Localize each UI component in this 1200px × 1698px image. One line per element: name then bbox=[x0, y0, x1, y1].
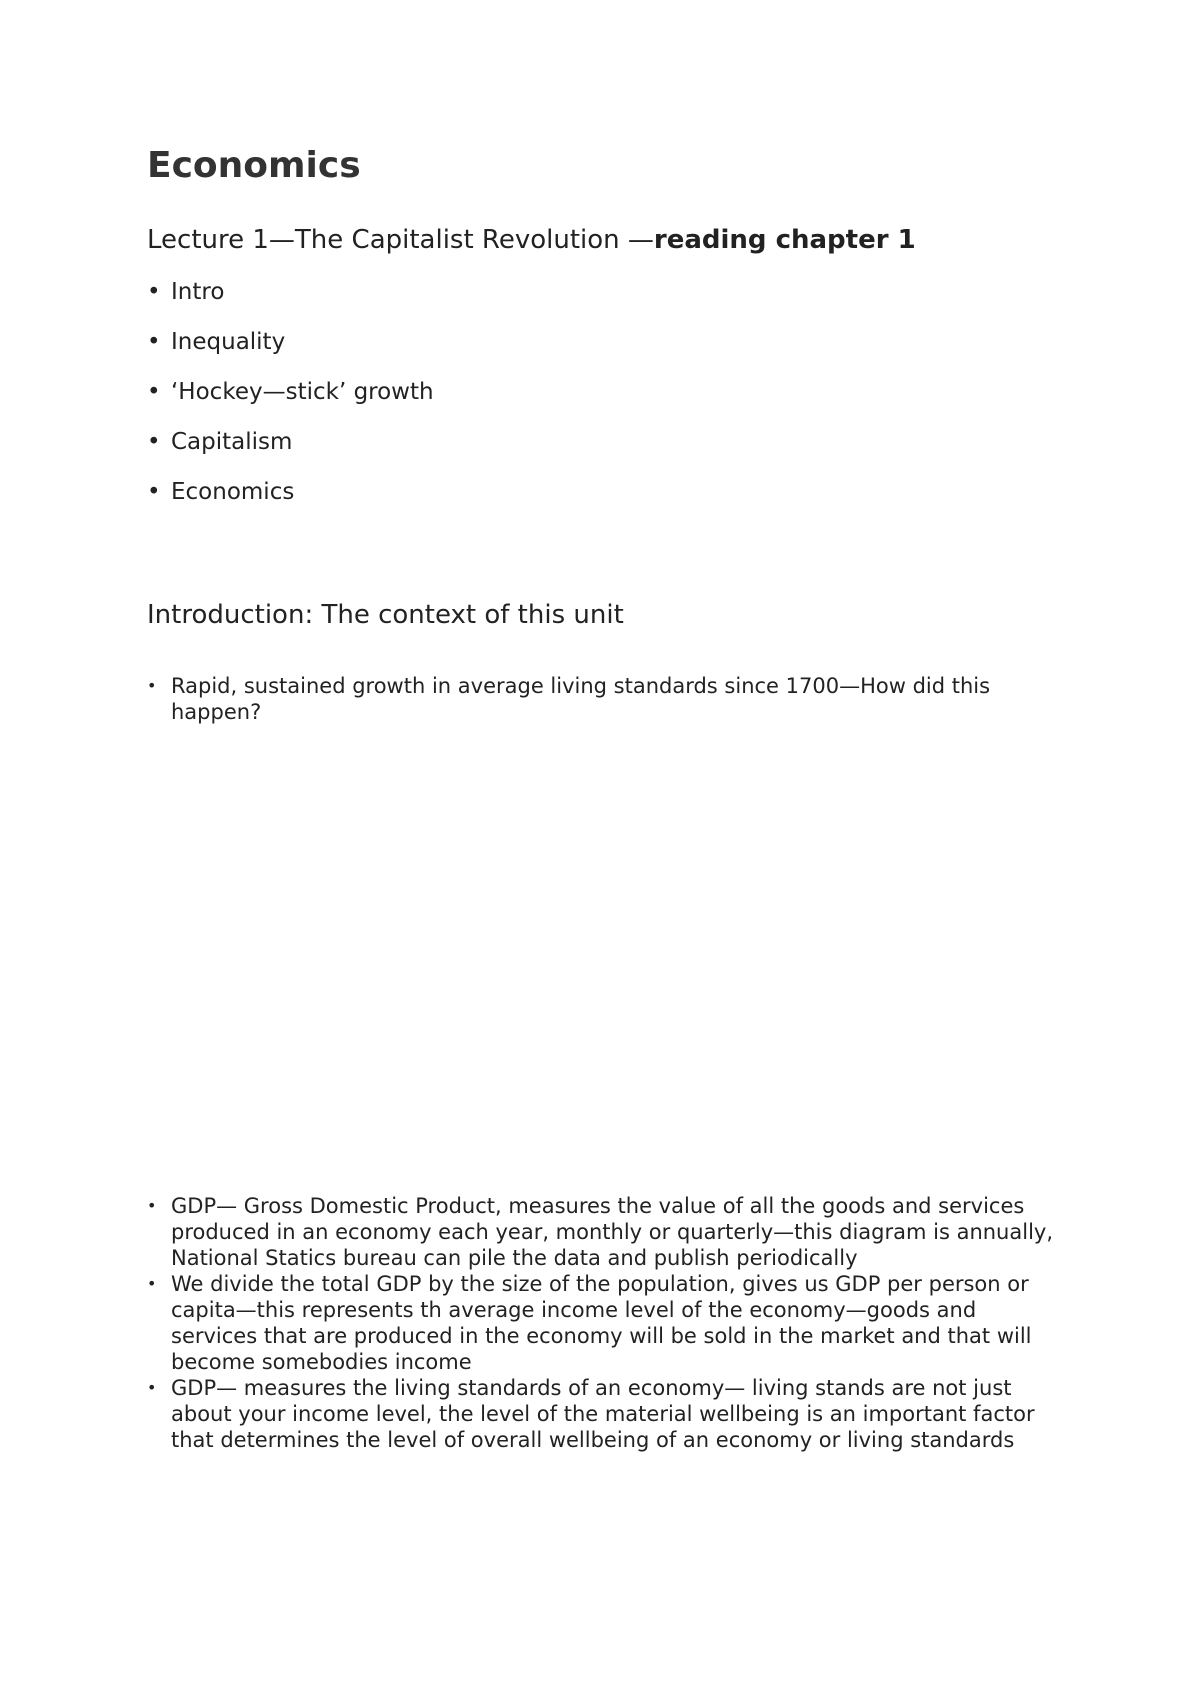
lecture-heading-text: Lecture 1—The Capitalist Revolution — bbox=[147, 225, 654, 255]
bullet-icon: • bbox=[147, 1274, 157, 1293]
bullet-icon: • bbox=[147, 379, 161, 405]
bullet-icon: • bbox=[147, 676, 157, 695]
bullet-icon: • bbox=[147, 279, 161, 305]
bullet-icon: • bbox=[147, 429, 161, 455]
list-item bbox=[147, 1375, 1067, 1453]
list-item bbox=[147, 276, 434, 326]
topic-label: Capitalism bbox=[171, 429, 293, 455]
topic-label: Economics bbox=[171, 479, 295, 505]
topic-label: Inequality bbox=[171, 329, 286, 355]
topic-label: ‘Hockey—stick’ growth bbox=[171, 379, 434, 405]
list-item bbox=[147, 376, 434, 426]
topic-list bbox=[147, 276, 434, 526]
bullet-icon: • bbox=[147, 479, 161, 505]
list-item bbox=[147, 1271, 1067, 1375]
bullet-icon: • bbox=[147, 1378, 157, 1397]
document-title: Economics bbox=[147, 145, 361, 186]
topic-label: Intro bbox=[171, 279, 225, 305]
lecture-heading-reading: reading chapter 1 bbox=[653, 225, 916, 255]
gdp-note-list bbox=[147, 1193, 1067, 1453]
note-text: GDP— measures the living standards of an economy— living stands are not just about your income level, the level of the material wellbeing is an important factor that determines the level of overall wellbeing of an economy or living standards bbox=[171, 1376, 1035, 1452]
list-item bbox=[147, 673, 1067, 725]
list-item bbox=[147, 476, 434, 526]
list-item bbox=[147, 426, 434, 476]
note-text: We divide the total GDP by the size of the population, gives us GDP per person or capita—this represents th average income level of the economy—goods and services that are produced in the economy will be sold in the market and that will become somebodies income bbox=[171, 1272, 1032, 1374]
introduction-heading: Introduction: The context of this unit bbox=[147, 600, 624, 630]
bullet-icon: • bbox=[147, 1196, 157, 1215]
bullet-icon: • bbox=[147, 329, 161, 355]
list-item bbox=[147, 326, 434, 376]
list-item bbox=[147, 1193, 1067, 1271]
lecture-heading bbox=[147, 222, 916, 258]
note-text: GDP— Gross Domestic Product, measures the value of all the goods and services produced in an economy each year, monthly or quarterly—this diagram is annually, National Statics bureau can pile the data and publish periodically bbox=[171, 1194, 1054, 1270]
intro-note-list bbox=[147, 673, 1067, 725]
note-text: Rapid, sustained growth in average living standards since 1700—How did this happen? bbox=[171, 674, 991, 724]
